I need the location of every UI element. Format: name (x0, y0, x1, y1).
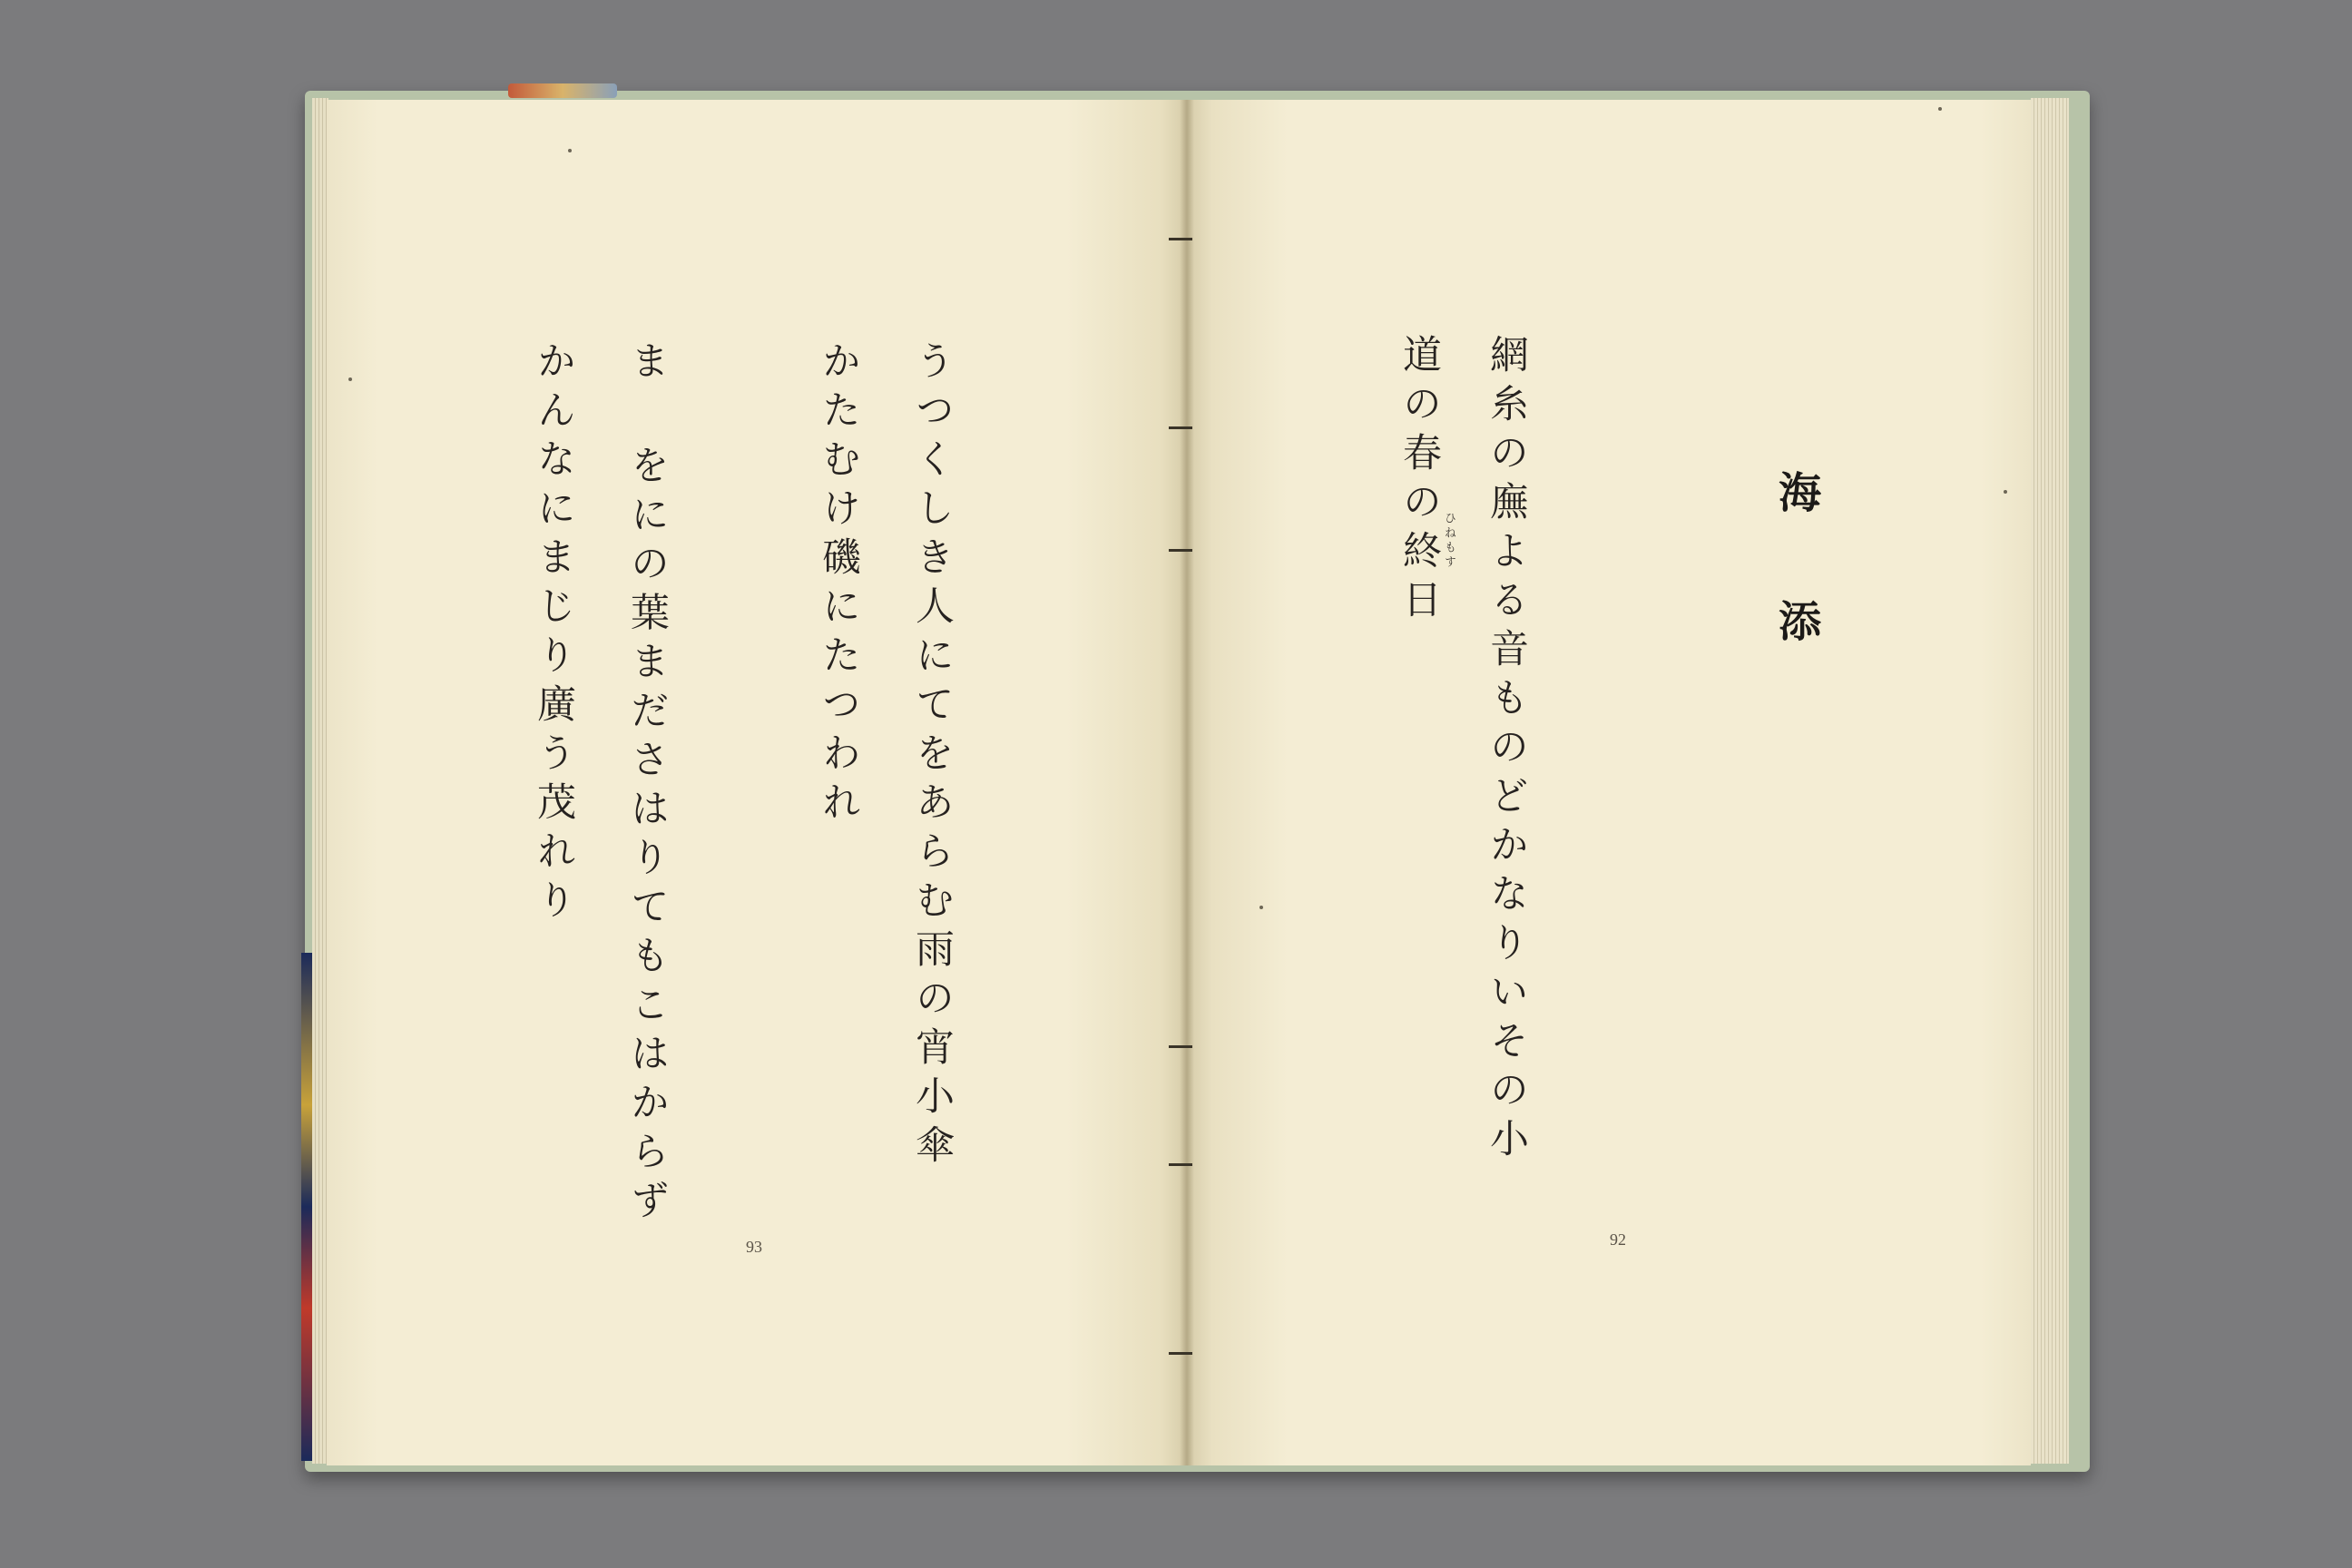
binding-stitch (1169, 238, 1192, 240)
poem-line: かんなにまじり廣う茂れり (531, 340, 576, 928)
right-page-block (2031, 98, 2069, 1464)
poem-title: 海添 (1771, 470, 1821, 728)
binding-stitch (1169, 1045, 1192, 1048)
left-page (327, 100, 1187, 1465)
binding-stitch (1169, 426, 1192, 429)
poem-line: 道の春の終日 (1396, 334, 1442, 628)
poem-line: かたむけ磯にたつわれ (816, 340, 861, 830)
poem-line: ま をにの葉まださはりてもこはからず (624, 340, 670, 1229)
page-number: 93 (746, 1238, 762, 1256)
right-page (1187, 100, 2031, 1465)
paper-speck (1259, 906, 1263, 909)
furigana: ひねもす (1442, 512, 1455, 570)
book-gutter (1180, 100, 1194, 1465)
page-number: 92 (1610, 1230, 1626, 1249)
poem-line: うつくしき人にてをあらむ雨の宵小傘 (909, 340, 955, 1173)
binding-stitch (1169, 1163, 1192, 1166)
cover-pattern-top (508, 83, 617, 98)
paper-speck (2004, 490, 2007, 494)
paper-speck (1938, 107, 1942, 111)
binding-stitch (1169, 549, 1192, 552)
paper-speck (568, 149, 572, 152)
paper-speck (348, 377, 352, 381)
binding-stitch (1169, 1352, 1192, 1355)
poem-line: 網糸の廡よる音ものどかなりいその小 (1484, 334, 1529, 1167)
